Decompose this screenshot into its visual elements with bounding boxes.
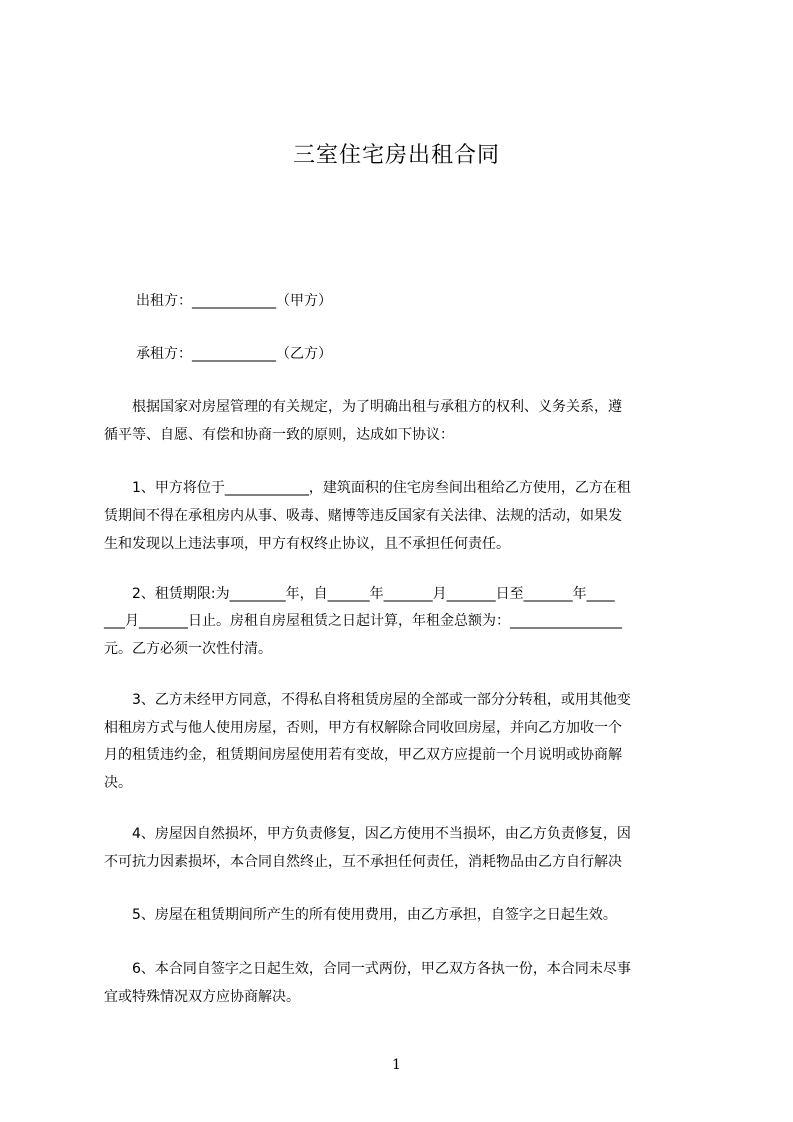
- paragraph-line: 4、房屋因自然损坏，甲方负责修复，因乙方使用不当损坏，由乙方负责修复，因: [104, 826, 631, 842]
- paragraph-line: 宜或特殊情况双方应协商解决。: [104, 989, 300, 1005]
- paragraph-line: 赁期间不得在承租房内从事、吸毒、赌博等违反国家有关法律、法规的活动，如果发: [104, 508, 622, 524]
- paragraph-line: 6、本合同自签字之日起生效，合同一式两份，甲乙双方各执一份，本合同未尽事: [104, 961, 631, 977]
- contract-title: 三室住宅房出租合同: [292, 143, 500, 168]
- paragraph-line: 5、房屋在租赁期间所产生的所有使用费用，由乙方承担，自签字之日起生效。: [104, 907, 617, 923]
- paragraph-line: 相租房方式与他人使用房屋，否则，甲方有权解除合同收回房屋，并向乙方加收一个: [104, 720, 622, 736]
- paragraph-line: 2、租赁期限:为________年，自______年_______月_______日至_______年____: [104, 586, 615, 602]
- lessee-line: 承租方：____________（乙方）: [136, 346, 332, 362]
- page-number: 1: [392, 1057, 401, 1073]
- paragraph-line: 根据国家对房屋管理的有关规定，为了明确出租与承租方的权利、义务关系，遵: [104, 399, 622, 415]
- paragraph-line: 月的租赁违约金，租赁期间房屋使用若有变故，甲乙双方应提前一个月说明或协商解: [104, 747, 622, 763]
- paragraph-line: 不可抗力因素损坏，本合同自然终止，互不承担任何责任，消耗物品由乙方自行解决: [104, 854, 622, 870]
- paragraph-line: 3、乙方未经甲方同意，不得私自将租赁房屋的全部或一部分分转租，或用其他变: [104, 692, 631, 708]
- paragraph-line: 决。: [104, 775, 132, 791]
- paragraph-line: 生和发现以上违法事项，甲方有权终止协议，且不承担任何责任。: [104, 536, 510, 552]
- paragraph-line: 循平等、自愿、有偿和协商一致的原则，达成如下协议：: [104, 427, 454, 443]
- lessor-line: 出租方：____________（甲方）: [136, 293, 332, 309]
- paragraph-line: 1、甲方将位于____________，建筑面积的住宅房叁间出租给乙方使用，乙方在租: [104, 480, 631, 496]
- paragraph-line: ___月_______日止。房租自房屋租赁之日起计算，年租金总额为：________________: [104, 613, 622, 629]
- paragraph-line: 元。乙方必须一次性付清。: [104, 641, 272, 657]
